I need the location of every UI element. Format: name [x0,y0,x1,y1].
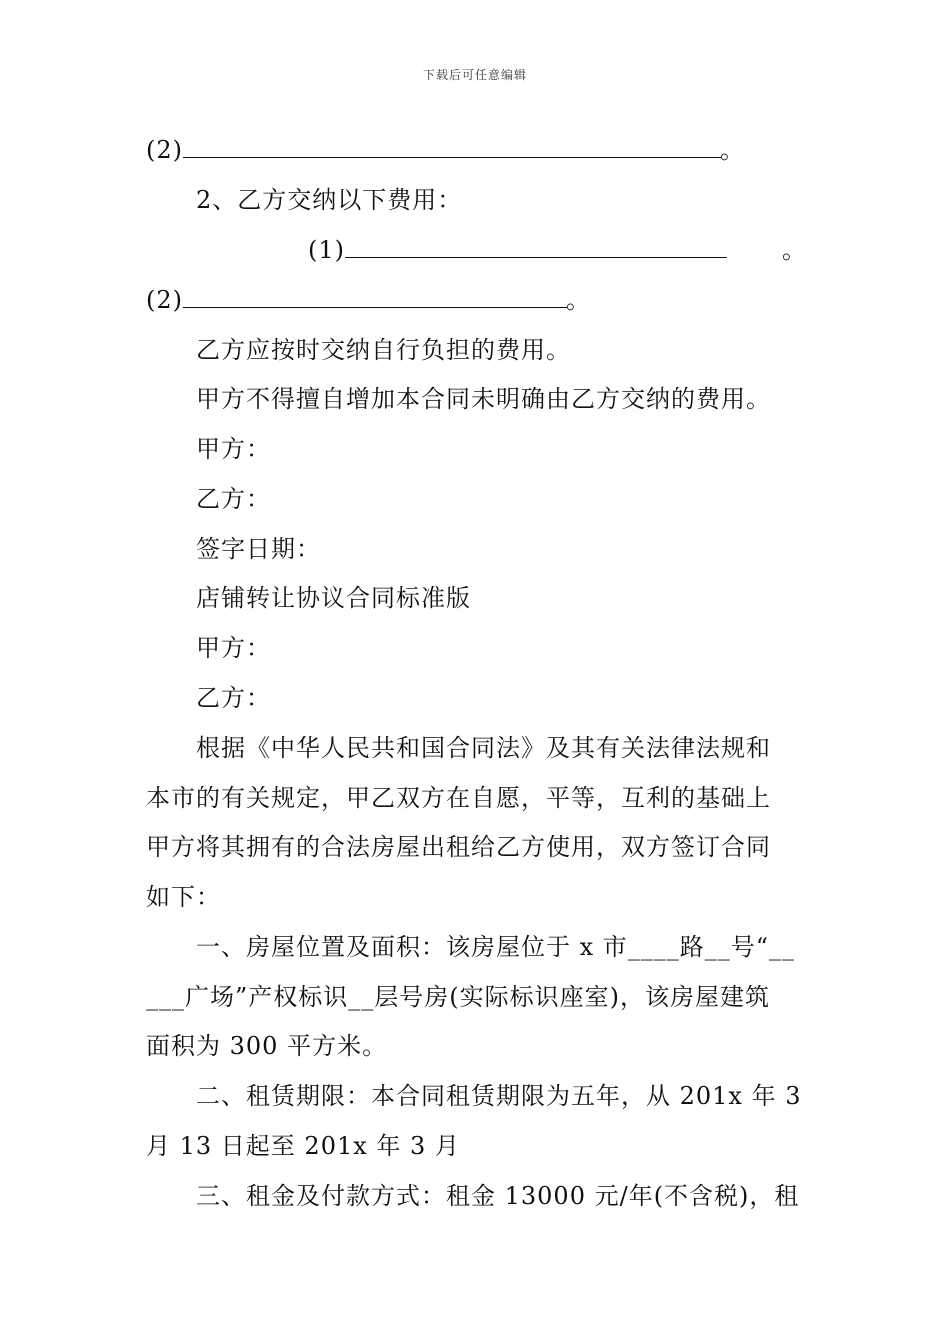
paragraph-line: 一、房屋位置及面积：该房屋位于 x 市____路__号“__ [196,933,796,961]
paragraph-line: 如下： [146,883,221,911]
paragraph-line: 面积为 300 平方米。 [146,1032,388,1060]
paragraph-line: 本市的有关规定，甲乙双方在自愿，平等，互利的基础上 [146,784,771,812]
paragraph-line: 根据《中华人民共和国合同法》及其有关法律法规和 [196,734,771,762]
period-mark: 。 [566,286,590,314]
paragraph-line: 二、租赁期限：本合同租赁期限为五年，从 201x 年 3 [196,1082,802,1110]
fill-in-blank [183,287,567,308]
sign-date-label: 签字日期： [196,535,321,563]
fee-line-2-a [146,135,721,165]
paragraph-line: 三、租金及付款方式：租金 13000 元/年(不含税)，租 [196,1182,800,1210]
paragraph-line: 月 13 日起至 201x 年 3 月 [146,1132,460,1160]
item-number: (2) [146,286,183,314]
page-header: 下载后可任意编辑 [422,68,527,82]
clause-2-heading: 2、乙方交纳以下费用： [196,186,463,214]
period-mark: 。 [782,236,806,264]
party-b-label: 乙方： [196,684,271,712]
document-title: 店铺转让协议合同标准版 [196,584,471,612]
party-a-label: 甲方： [196,634,271,662]
fill-in-blank [345,237,727,258]
item-number: (1) [308,236,345,264]
party-b-label: 乙方： [196,485,271,513]
paragraph-line: 甲方将其拥有的合法房屋出租给乙方使用，双方签订合同 [146,833,771,861]
paragraph-line: 乙方应按时交纳自行负担的费用。 [196,336,571,364]
fill-in-blank [183,137,721,158]
party-a-label: 甲方： [196,435,271,463]
paragraph-line: ___广场”产权标识__层号房(实际标识座室)，该房屋建筑 [146,983,770,1011]
period-mark: 。 [720,136,744,164]
fee-line-1-b [308,235,727,265]
paragraph-line: 甲方不得擅自增加本合同未明确由乙方交纳的费用。 [196,385,771,413]
fee-line-2-b [146,285,567,315]
item-number: (2) [146,136,183,164]
